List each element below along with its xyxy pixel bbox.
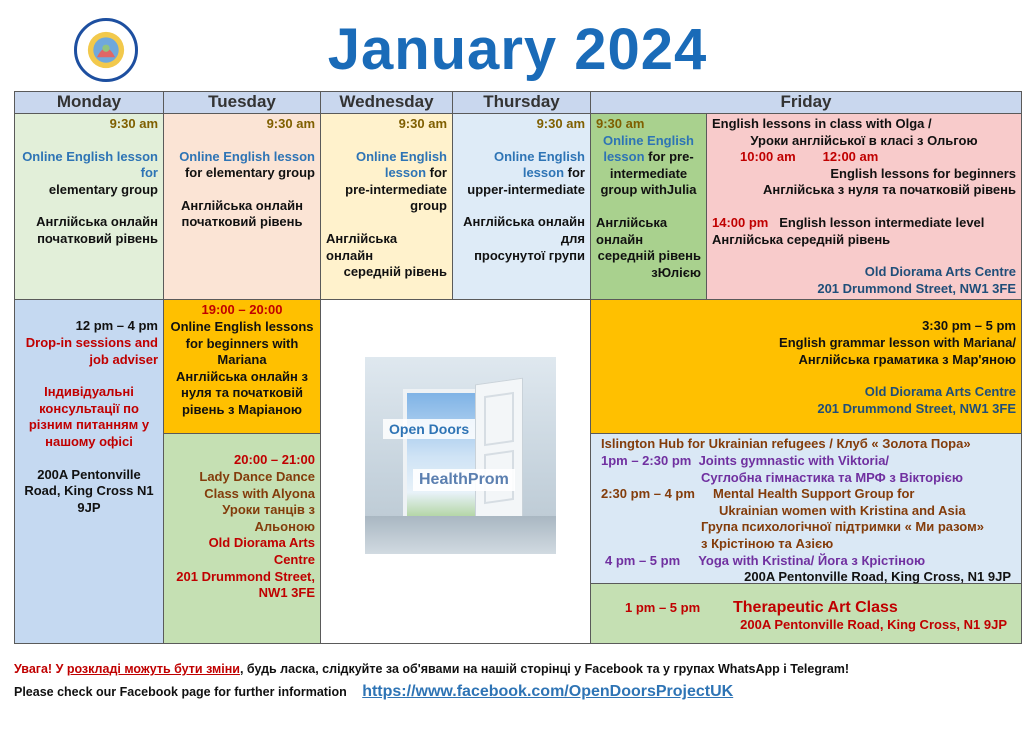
event-title: Online English lesson [179, 148, 315, 164]
event-activity-ua-2: з Крістіною та Азією [701, 535, 834, 551]
event-subtitle-ua: Англійська з нуля та початковій рівень [763, 182, 1016, 198]
event-venue: Old Diorama Arts Centre [864, 264, 1016, 280]
friday-split-cell [591, 434, 1022, 644]
event-time: 1 pm – 5 pm [625, 600, 701, 616]
tuesday-dance-cell [164, 434, 321, 644]
footer-notice [14, 662, 849, 676]
event-group: for pre-intermediate group withJulia [600, 149, 697, 198]
event-address: 200A Pentonville Road, King Cross, N1 9JP [744, 569, 1011, 585]
open-doors-image [365, 357, 556, 554]
event-ua: Англійська онлайн для [463, 214, 585, 246]
event-ua: Англійська онлайн [326, 230, 398, 263]
day-header-thursday: Thursday [453, 92, 591, 114]
event-title: Online English [602, 132, 694, 148]
event-title: Online English [493, 148, 585, 164]
event-level: English lesson intermediate level [779, 214, 985, 230]
event-title: English grammar lesson with Mariana/ [779, 334, 1016, 350]
event-venue: Old Diorama Arts Centre [864, 384, 1016, 400]
thursday-morning-cell [453, 114, 591, 300]
event-title: Online English [355, 148, 447, 164]
event-time-start: 10:00 am [740, 149, 796, 165]
event-activity-ua: Суглобна гімнастика та МРФ з Вікторією [701, 469, 963, 485]
event-time-end: 12:00 am [822, 149, 879, 165]
event-address: 201 Drummond Street, NW1 3FE [176, 568, 315, 601]
event-level-ua: Англійська середній рівень [712, 231, 891, 247]
event-ua-2: середній рівень [343, 264, 447, 280]
event-ua: Англійська онлайн початковий рівень [36, 214, 158, 246]
event-time: 12 pm – 4 pm [75, 318, 158, 334]
event-ua: Уроки танців з Альоною [222, 502, 315, 534]
event-time: 9:30 am [398, 116, 447, 131]
event-time: 1pm – 2:30 pm [601, 452, 692, 468]
page-title: January 2024 [327, 17, 708, 82]
event-group: pre-intermediate group [345, 181, 447, 214]
event-ua: Англійська онлайн з нуля та початковій рівень з Маріаною [176, 368, 308, 417]
event-title: Online English lessons for beginners with Mariana [170, 318, 314, 368]
event-title-2: lesson [522, 165, 565, 181]
event-time: 2:30 pm – 4 pm [601, 486, 695, 502]
event-ua: Індивідуальні консультації по різним питанням у нашому офісі [28, 384, 150, 449]
event-ua: Англійська граматика з Мар'яною [798, 351, 1016, 367]
monday-morning-cell [15, 114, 164, 300]
event-group: upper-intermediate [467, 181, 585, 197]
wednesday-morning-cell [321, 114, 453, 300]
event-ua-2: просунутої групи [474, 247, 585, 263]
event-title-2: lesson [384, 165, 427, 181]
days-header-row [15, 92, 1022, 114]
facebook-link[interactable]: https://www.facebook.com/OpenDoorsProjectUK [362, 683, 734, 700]
footer-warning: Увага! У [14, 662, 67, 676]
event-title: English lessons in class with Olga / [712, 116, 932, 131]
friday-morning-class-cell [707, 114, 1022, 300]
event-time: 9:30 am [536, 116, 585, 131]
event-ua-2: середній рівень зЮлією [597, 248, 701, 280]
friday-hub-block [591, 434, 1021, 584]
event-title: Drop-in sessions and job adviser [25, 334, 158, 367]
friday-art-block [591, 584, 1021, 643]
day-header-tuesday: Tuesday [164, 92, 321, 114]
open-doors-label: Open Doors [383, 419, 475, 439]
event-ua: Англійська онлайн [596, 214, 668, 247]
event-time: 9:30 am [266, 116, 315, 131]
event-title: Therapeutic Art Class [733, 599, 898, 617]
event-subtitle: English lessons for beginners [830, 165, 1016, 181]
footer-warning-rest: , будь ласка, слідкуйте за об'явами на нашій сторінці у Facebook та у групах WhatsApp і Telegram! [239, 662, 850, 676]
event-ua: Уроки англійської в класі з Ольгою [750, 132, 978, 148]
event-time: 3:30 pm – 5 pm [922, 318, 1016, 334]
day-header-friday: Friday [591, 92, 1022, 114]
event-address: 200A Pentonville Road, King Cross N1 9JP [24, 466, 154, 515]
event-title-2: lesson [603, 149, 645, 165]
friday-morning-online-cell [591, 114, 707, 300]
event-title: Online English lesson for [22, 148, 158, 181]
day-header-monday: Monday [15, 92, 164, 114]
event-for: for [567, 165, 585, 181]
footer-info [14, 683, 733, 701]
floor-graphic [365, 516, 556, 554]
event-group: elementary group [48, 181, 158, 197]
day-header-wednesday: Wednesday [321, 92, 453, 114]
event-time: 14:00 pm [712, 214, 769, 230]
tuesday-evening-cell [164, 300, 321, 434]
event-address: 201 Drummond Street, NW1 3FE [817, 280, 1016, 296]
event-for: for [429, 165, 447, 181]
healthprom-label: HealthProm [413, 469, 515, 491]
event-time: 9:30 am [596, 116, 645, 131]
morning-row [15, 114, 1022, 300]
tuesday-morning-cell [164, 114, 321, 300]
event-address: 201 Drummond Street, NW1 3FE [817, 400, 1016, 416]
event-ua: Англійська онлайн початковий рівень [181, 197, 303, 230]
friday-grammar-cell [591, 300, 1022, 434]
event-activity-2: Ukrainian women with Kristina and Asia [719, 502, 966, 518]
event-time: 4 pm – 5 pm [605, 552, 681, 568]
event-activity-ua: Група психологічної підтримки « Ми разом» [701, 519, 984, 535]
event-address: 200A Pentonville Road, King Cross, N1 9JP [740, 616, 1007, 632]
event-time: 9:30 am [109, 116, 158, 131]
event-title: Islington Hub for Ukrainian refugees / Клуб « Золота Пора» [601, 436, 971, 452]
event-venue: Old Diorama Arts Centre [208, 535, 315, 567]
monday-dropin-cell [15, 300, 164, 644]
event-time: 19:00 – 20:00 [201, 302, 283, 318]
footer-info-text: Please check our Facebook page for further information [14, 685, 347, 699]
event-time: 20:00 – 21:00 [234, 452, 315, 468]
event-activity: Mental Health Support Group for [713, 486, 915, 502]
event-activity: Joints gymnastic with Viktoria/ [698, 452, 890, 468]
event-activity: Yoga with Kristina/ Йога з Крістіною [698, 552, 926, 568]
footer-warning-highlight: розкладі можуть бути зміни [66, 662, 240, 676]
event-group: for elementary group [184, 165, 315, 181]
event-title: Lady Dance Dance Class with Alyona [199, 468, 315, 501]
